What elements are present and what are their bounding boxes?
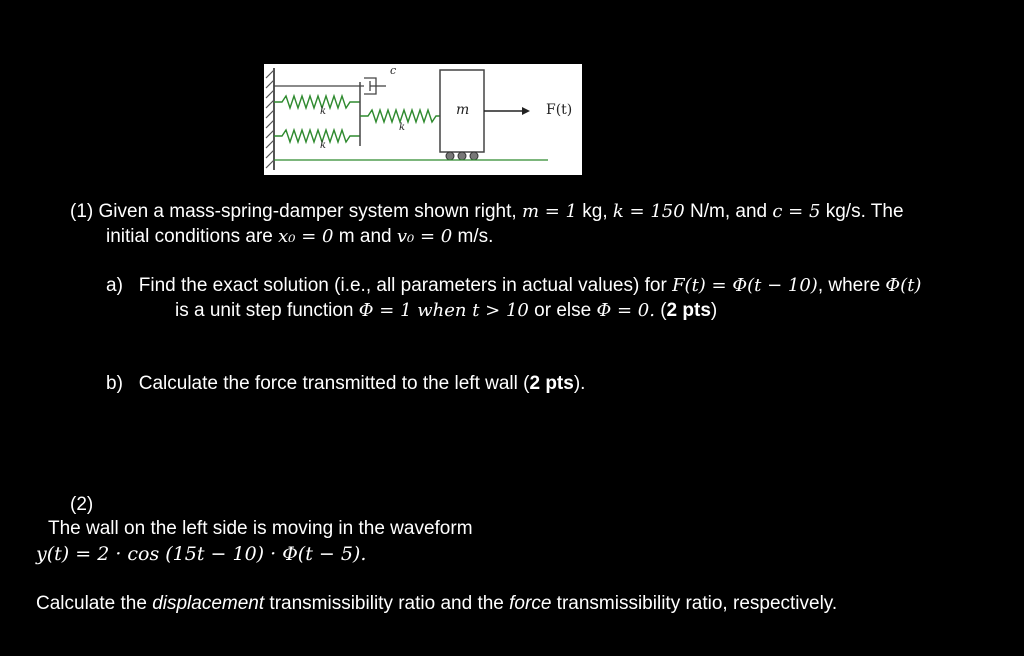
q1-line2: initial conditions are x₀ = 0 m and v₀ = 0 m/s. [106, 226, 494, 247]
q2-equation: y(t) = 2 · cos (15t − 10) · Φ(t − 5). [36, 543, 367, 565]
q2-line3: Calculate the displacement transmissibility ratio and the force transmissibility ratio, respectively. [36, 593, 838, 614]
q1a-line2: is a unit step function Φ = 1 when t > 10 or else Φ = 0. (2 pts) [175, 300, 718, 321]
spring-label-bottom: k [320, 140, 327, 151]
q2-number: (2) [70, 494, 94, 515]
mass-spring-damper-diagram [264, 64, 582, 175]
force-label: F(t) [546, 102, 573, 118]
q1a-line1: a) Find the exact solution (i.e., all parameters in actual values) for F(t) = Φ(t − 10), where Φ(t) [106, 275, 922, 296]
q1a-label: a) [106, 275, 123, 296]
q1-number: (1) [70, 201, 94, 222]
damper-label: c [390, 64, 397, 77]
q2-line1: The wall on the left side is moving in the waveform [48, 518, 473, 539]
spring-label-middle: k [399, 122, 406, 133]
q1b-line: b) Calculate the force transmitted to the left wall (2 pts). [106, 373, 586, 394]
mass-label: m [456, 102, 470, 118]
q1-line1: (1) Given a mass-spring-damper system shown right, m = 1 kg, k = 150 N/m, and c = 5 kg/s. The [70, 201, 904, 222]
spring-label-top: k [320, 106, 327, 117]
q1b-label: b) [106, 373, 123, 394]
